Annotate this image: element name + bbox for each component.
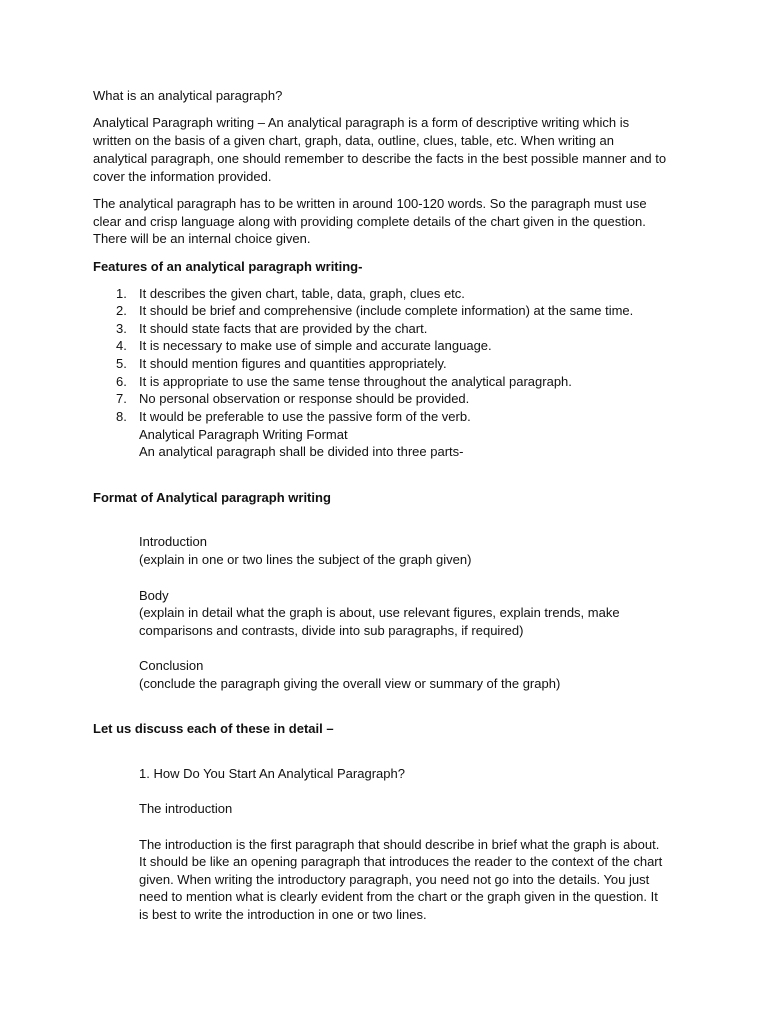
subsection-question: 1. How Do You Start An Analytical Paragraph? xyxy=(139,766,405,781)
paragraph-line: analytical paragraph, one should remember to describe the facts in the best possible manner and to xyxy=(93,151,667,166)
format-intro: An analytical paragraph shall be divided into three parts- xyxy=(139,444,464,459)
conclusion-description: (conclude the paragraph giving the overall view or summary of the graph) xyxy=(139,676,561,691)
conclusion-title: Conclusion xyxy=(139,658,204,673)
format-subtitle: Analytical Paragraph Writing Format xyxy=(139,427,348,442)
list-number: 4. xyxy=(116,338,127,353)
body-title: Body xyxy=(139,588,169,603)
list-text: It would be preferable to use the passive form of the verb. xyxy=(139,409,471,424)
paragraph-line: is best to write the introduction in one or two lines. xyxy=(139,907,427,922)
paragraph-line: need to mention what is clearly evident from the chart or the graph given in the question. It xyxy=(139,889,658,904)
list-text: It should mention figures and quantities appropriately. xyxy=(139,356,447,371)
list-number: 1. xyxy=(116,286,127,301)
list-number: 6. xyxy=(116,374,127,389)
list-text: It should be brief and comprehensive (include complete information) at the same time. xyxy=(139,303,634,318)
body-description-line: comparisons and contrasts, divide into sub paragraphs, if required) xyxy=(139,623,524,638)
paragraph-line: given. When writing the introductory paragraph, you need not go into the details. You just xyxy=(139,872,650,887)
discuss-heading: Let us discuss each of these in detail – xyxy=(93,721,334,736)
list-number: 2. xyxy=(116,303,127,318)
list-text: It describes the given chart, table, data, graph, clues etc. xyxy=(139,286,465,301)
introduction-title: Introduction xyxy=(139,534,207,549)
features-heading: Features of an analytical paragraph writing- xyxy=(93,259,363,274)
question-heading: What is an analytical paragraph? xyxy=(93,88,283,103)
paragraph-line: The introduction is the first paragraph that should describe in brief what the graph is about. xyxy=(139,837,660,852)
paragraph-line: Analytical Paragraph writing – An analytical paragraph is a form of descriptive writing which is xyxy=(93,115,630,130)
list-text: It is necessary to make use of simple and accurate language. xyxy=(139,338,492,353)
format-heading: Format of Analytical paragraph writing xyxy=(93,490,331,505)
list-number: 8. xyxy=(116,409,127,424)
list-number: 3. xyxy=(116,321,127,336)
list-number: 5. xyxy=(116,356,127,371)
paragraph-line: written on the basis of a given chart, graph, data, outline, clues, table, etc. When writing an xyxy=(93,133,615,148)
paragraph-line: cover the information provided. xyxy=(93,169,272,184)
paragraph-line: There will be an internal choice given. xyxy=(93,231,311,246)
paragraph-line: It should be like an opening paragraph that introduces the reader to the context of the chart xyxy=(139,854,663,869)
list-text: It is appropriate to use the same tense throughout the analytical paragraph. xyxy=(139,374,572,389)
paragraph-line: The analytical paragraph has to be written in around 100-120 words. So the paragraph must use xyxy=(93,196,647,211)
list-text: It should state facts that are provided by the chart. xyxy=(139,321,428,336)
list-text: No personal observation or response should be provided. xyxy=(139,391,470,406)
subsection-title: The introduction xyxy=(139,801,233,816)
body-description-line: (explain in detail what the graph is about, use relevant figures, explain trends, make xyxy=(139,605,620,620)
list-number: 7. xyxy=(116,391,127,406)
introduction-description: (explain in one or two lines the subject of the graph given) xyxy=(139,552,472,567)
paragraph-line: clear and crisp language along with providing complete details of the chart given in the question. xyxy=(93,214,646,229)
